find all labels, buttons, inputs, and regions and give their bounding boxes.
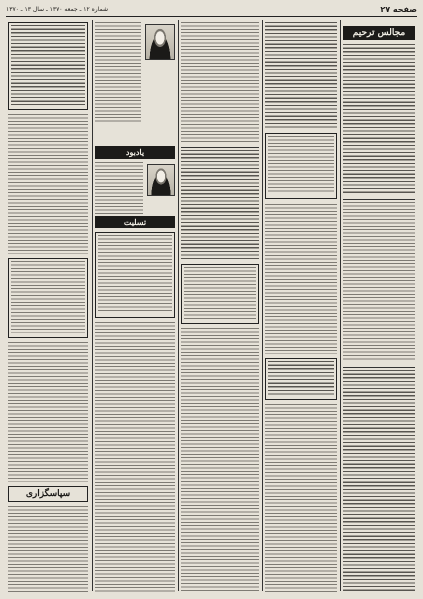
column-left bbox=[8, 20, 88, 593]
column-rule bbox=[262, 20, 263, 591]
issue-date-line: شماره ۱۲ ـ جمعه ۱۳۷۰ ـ سال ۱۳ ـ ۱۳۷۰ bbox=[6, 6, 109, 13]
notice-text bbox=[268, 361, 334, 395]
notice-text bbox=[11, 261, 85, 333]
divider bbox=[343, 199, 415, 200]
column-right bbox=[343, 20, 415, 593]
memorial-text-block bbox=[95, 162, 143, 214]
notice-text-block bbox=[265, 204, 337, 354]
notice-text-block bbox=[265, 22, 337, 130]
notice-text-block bbox=[95, 22, 141, 122]
notice-text bbox=[11, 25, 85, 105]
column-rule bbox=[178, 20, 179, 591]
notice-text-block bbox=[8, 114, 88, 254]
divider bbox=[181, 147, 259, 148]
boxed-notice bbox=[181, 264, 259, 324]
obituary-text-block bbox=[343, 370, 415, 592]
majales-tarhim-banner: مجالس ترحیم bbox=[343, 26, 415, 40]
notice-text bbox=[98, 235, 172, 313]
column-rule bbox=[92, 20, 93, 591]
notice-text-block bbox=[8, 342, 88, 482]
notice-text-block bbox=[265, 404, 337, 592]
notice-text-block bbox=[181, 22, 259, 142]
boxed-notice bbox=[8, 258, 88, 338]
page-number: صفحه ۲۷ bbox=[380, 5, 417, 14]
column-rule bbox=[340, 20, 341, 591]
page-header bbox=[6, 4, 417, 17]
obituary-text-block bbox=[343, 202, 415, 362]
column-third bbox=[181, 20, 259, 593]
obituary-text-block bbox=[343, 44, 415, 194]
portrait-photo bbox=[145, 24, 175, 60]
thanks-text-block bbox=[8, 506, 88, 592]
notice-text bbox=[268, 136, 334, 194]
notice-text bbox=[184, 267, 256, 319]
boxed-notice bbox=[265, 133, 337, 199]
column-second bbox=[265, 20, 337, 593]
divider bbox=[343, 367, 415, 368]
notice-text-block bbox=[181, 328, 259, 592]
column-fourth bbox=[95, 20, 175, 593]
notice-text-block bbox=[181, 150, 259, 260]
boxed-notice bbox=[8, 22, 88, 110]
tasliyat-banner: تسلیت bbox=[95, 216, 175, 228]
portrait-photo bbox=[147, 164, 175, 196]
yadbood-banner: یادبود bbox=[95, 146, 175, 159]
boxed-notice bbox=[95, 232, 175, 318]
notice-text-block bbox=[95, 322, 175, 592]
sepasgozari-banner: سپاسگزاری bbox=[8, 486, 88, 502]
boxed-notice bbox=[265, 358, 337, 400]
